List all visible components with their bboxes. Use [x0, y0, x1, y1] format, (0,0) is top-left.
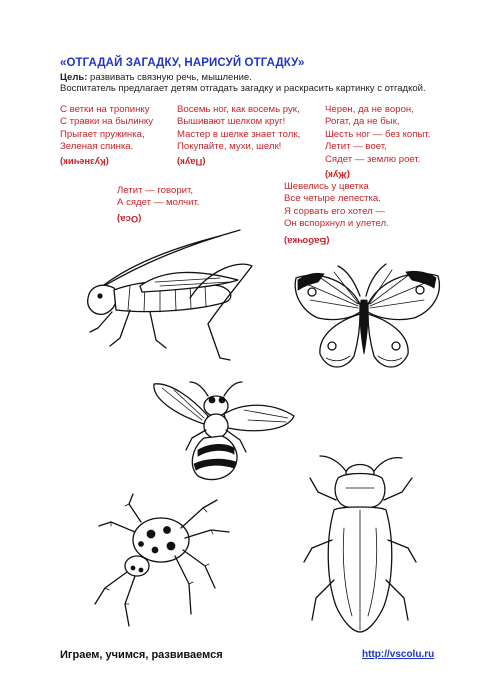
wasp-drawing	[148, 376, 298, 486]
riddle-line: Покупайте, мухи, шелк!	[177, 141, 282, 153]
riddle-spider	[177, 104, 300, 154]
goal-label: Цель:	[60, 72, 88, 83]
intro-text: Воспитатель предлагает детям отгадать загадку и раскрасить картинку с отгадкой.	[60, 83, 426, 94]
riddle-answer-wasp: (Оса)	[117, 213, 142, 224]
riddle-line: А сядет — молчит.	[117, 197, 200, 209]
beetle-drawing	[300, 448, 420, 638]
riddle-line: Шесть ног — без копыт.	[325, 128, 431, 140]
riddle-line: Мастер в шелке знает толк,	[177, 128, 301, 140]
riddle-line: Сядет — землю роет.	[325, 153, 421, 165]
riddle-butterfly	[284, 181, 389, 231]
butterfly-drawing	[288, 262, 448, 382]
riddle-answer-butterfly: (Бабочка)	[284, 235, 330, 246]
footer-slogan: Играем, учимся, развиваемся	[60, 649, 223, 661]
riddle-grasshopper	[60, 104, 153, 154]
riddle-answer-spider: (Паук)	[177, 156, 206, 167]
goal-text: развивать связную речь, мышление.	[87, 72, 252, 83]
riddle-line: Прыгает пружинка,	[60, 128, 145, 140]
riddle-line: Я сорвать его хотел —	[284, 205, 385, 217]
riddle-line: Восемь ног, как восемь рук,	[177, 104, 300, 115]
footer-site-link[interactable]: http://vscolu.ru	[362, 649, 435, 660]
riddle-line: Летит — говорит,	[117, 185, 194, 196]
riddle-line: Зеленая спинка.	[60, 141, 134, 153]
riddle-line: Летит — воет,	[325, 141, 387, 153]
riddle-beetle	[325, 104, 430, 166]
spider-drawing	[85, 492, 235, 632]
grasshopper-drawing	[70, 228, 260, 368]
goal-line	[60, 72, 252, 83]
page-title: «ОТГАДАЙ ЗАГАДКУ, НАРИСУЙ ОТГАДКУ»	[60, 57, 305, 69]
riddle-line: Рогат, да не бык,	[325, 116, 400, 128]
riddle-line: С ветки на тропинку	[60, 104, 150, 115]
riddle-answer-grasshopper: (Кузнечик)	[60, 156, 109, 167]
riddle-line: Шевелись у цветка	[284, 181, 369, 192]
riddle-line: Черен, да не ворон,	[325, 104, 414, 115]
riddle-wasp	[117, 185, 199, 210]
riddle-line: Он вспорхнул и улетел.	[284, 218, 389, 230]
riddle-line: С травки на былинку	[60, 116, 154, 128]
riddle-line: Вышивают шелком круг!	[177, 116, 286, 128]
riddle-answer-beetle: (Жук)	[325, 169, 350, 180]
riddle-line: Все четыре лепестка.	[284, 193, 381, 205]
